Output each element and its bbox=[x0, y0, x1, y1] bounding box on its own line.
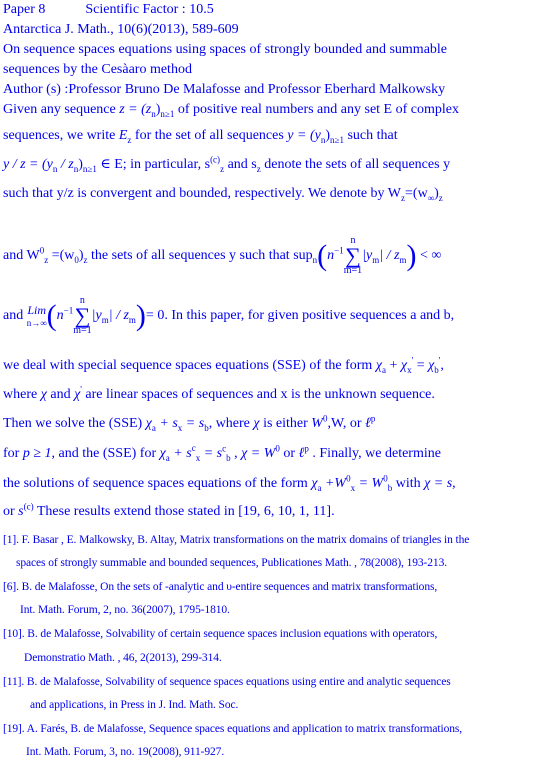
abstract-line-9: Then we solve the (SSE) $\chi_a + s_x = s_b$, where χ is either $W^0,W$, or ℓ$^p$ bbox=[3, 413, 376, 433]
title-line-2: sequences by the Cesàaro method bbox=[3, 62, 192, 77]
title-line-1: On sequence spaces equations using spaces of strongly bounded and summable bbox=[3, 42, 448, 57]
scientific-factor: Scientific Factor : 10.5 bbox=[85, 2, 214, 17]
abstract-line-10: for p ≥ 1, and the (SSE) for $\chi_a + s^c_x = s^c_b$ , $\chi = W^0$ or ℓ$^p$ . Finally, we determine bbox=[3, 443, 441, 463]
authors: Author (s) :Professor Bruno De Malafosse and Professor Eberhard Malkowsky bbox=[3, 82, 446, 97]
citation: Antarctica J. Math., 10(6)(2013), 589-609 bbox=[3, 22, 239, 37]
abstract-line-7: we deal with special sequence spaces equations (SSE) of the form $\chi_a + \chi_x' = \chi_b'$, bbox=[3, 355, 444, 375]
abstract-line-2: sequences, we write $E_z$ for the set of all sequences $y = (y_n)_{n\ge 1}$ such that bbox=[3, 128, 398, 145]
reference-10-line-1: [10]. B. de Malafosse, Solvability of certain sequence spaces inclusion equations with operators, bbox=[3, 628, 438, 640]
reference-6-line-1: [6]. B. de Malafosse, On the sets of -analytic and υ-entire sequences and matrix transformations, bbox=[3, 581, 438, 593]
abstract-line-8: where χ and χ' are linear spaces of sequences and x is the unknown sequence. bbox=[3, 384, 435, 402]
abstract-line-1: Given any sequence $z = (z_n)_{n\ge 1}$ of positive real numbers and any set E of complex bbox=[3, 102, 459, 119]
reference-1-line-2: spaces of strongly summable and bounded sequences, Publicationes Math. , 78(2008), 193-213. bbox=[16, 557, 448, 569]
reference-19-line-2: Int. Math. Forum, 3, no. 19(2008), 911-927. bbox=[26, 746, 225, 758]
abstract-line-5: and $W^0_z =(w_0)_z$ the sets of all sequences y such that $sup_n(n^{-1}n$ ∑ $m=1|y_m| / z_m$) < ∞ bbox=[3, 235, 442, 276]
reference-6-line-2: Int. Math. Forum, 2, no. 36(2007), 1795-1810. bbox=[20, 604, 230, 616]
header-line bbox=[3, 2, 214, 18]
abstract-line-3: $y / z = (y_n / z_n)_{n\ge 1}$ ∈ E; in particular, $s^{(c)}_z$ and $s_z$ denote the sets of all sequences y bbox=[3, 154, 451, 174]
abstract-line-11: the solutions of sequence spaces equations of the form $\chi_a +W^0_x = W^0_b$ with χ = s, bbox=[3, 473, 456, 493]
reference-11-line-1: [11]. B. de Malafosse, Solvability of sequence spaces equations using entire and analytic sequences bbox=[3, 676, 451, 688]
paper-number: Paper 8 bbox=[3, 2, 46, 17]
reference-10-line-2: Demonstratio Math. , 46, 2(2013), 299-314. bbox=[24, 652, 222, 664]
abstract-line-6: and Lim $n\to\infty(n^{-1}n$ ∑ $m=1|y_m| / z_m)= 0$. In this paper, for given positive sequences a and b, bbox=[3, 295, 455, 336]
reference-11-line-2: and applications, in Press in J. Ind. Math. Soc. bbox=[30, 699, 239, 711]
abstract-line-4: such that y/z is convergent and bounded, respectively. We denote by $W_z=(w_\infty)_z$ bbox=[3, 186, 443, 203]
reference-19-line-1: [19]. A. Farés, B. de Malafosse, Sequence spaces equations and application to matrix transformations, bbox=[3, 723, 463, 735]
abstract-line-12: or $s^{(c)}$ These results extend those stated in [19, 6, 10, 1, 11]. bbox=[3, 501, 335, 519]
reference-1-line-1: [1]. F. Basar , E. Malkowsky, B. Altay, Matrix transformations on the matrix domains of triangles in the bbox=[3, 534, 470, 546]
